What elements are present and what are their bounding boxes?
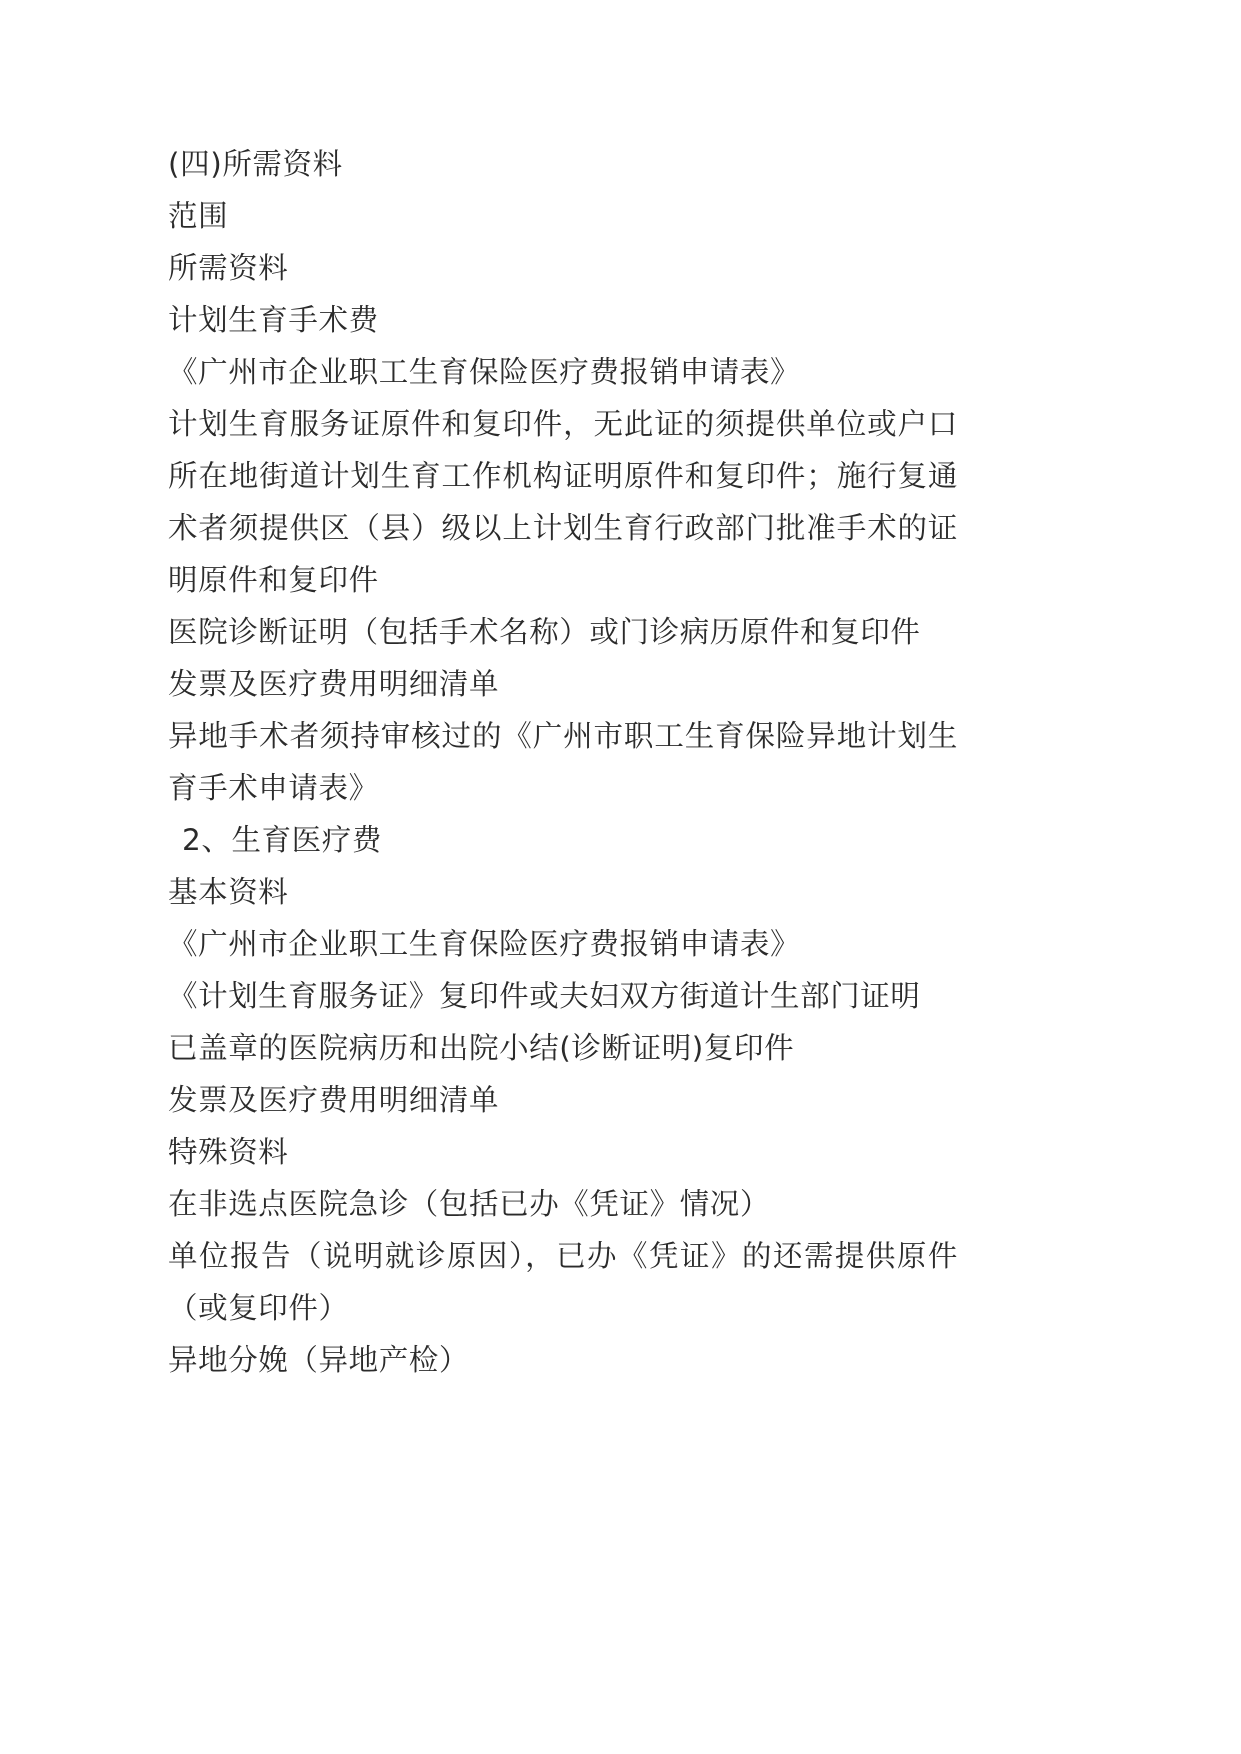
paragraph-item-application-form-2: 《广州市企业职工生育保险医疗费报销申请表》 (168, 927, 801, 961)
paragraph-item-family-planning-certificate: 计划生育服务证原件和复印件，无此证的须提供单位或户口所在地街道计划生育工作机构证明原件和复印件；施行复通术者须提供区（县）级以上计划生育行政部门批准手术的证明原件和复印件 (168, 407, 958, 597)
paragraph-item-hospital-diagnosis: 医院诊断证明（包括手术名称）或门诊病历原件和复印件 (168, 615, 921, 649)
paragraph-item-emergency-non-designated: 在非选点医院急诊（包括已办《凭证》情况） (168, 1187, 771, 1221)
paragraph-item-offsite-surgery: 异地手术者须持审核过的《广州市职工生育保险异地计划生育手术申请表》 (168, 719, 958, 805)
paragraph-item-unit-report: 单位报告（说明就诊原因），已办《凭证》的还需提供原件（或复印件） (168, 1239, 958, 1325)
paragraph-item-application-form-1: 《广州市企业职工生育保险医疗费报销申请表》 (168, 355, 801, 389)
paragraph-item-invoice-and-details-2: 发票及医疗费用明细清单 (168, 1083, 500, 1117)
paragraph-item-family-planning-surgery-fee: 计划生育手术费 (168, 303, 379, 337)
paragraph-item-invoice-and-details-1: 发票及医疗费用明细清单 (168, 667, 500, 701)
paragraph-heading-required-materials: (四)所需资料 (168, 147, 343, 181)
paragraph-item-family-planning-service-copy: 《计划生育服务证》复印件或夫妇双方街道计生部门证明 (168, 979, 921, 1013)
paragraph-label-special-materials: 特殊资料 (168, 1135, 289, 1169)
paragraph-label-required-materials: 所需资料 (168, 251, 289, 285)
paragraph-item-stamped-records: 已盖章的医院病历和出院小结(诊断证明)复印件 (168, 1031, 795, 1065)
document-body (168, 138, 958, 1386)
paragraph-label-scope: 范围 (168, 199, 229, 233)
paragraph-label-basic-materials: 基本资料 (168, 875, 289, 909)
paragraph-item-offsite-delivery: 异地分娩（异地产检） (168, 1343, 470, 1377)
paragraph-heading-maternity-medical-fee: 2、生育医疗费 (182, 823, 382, 857)
